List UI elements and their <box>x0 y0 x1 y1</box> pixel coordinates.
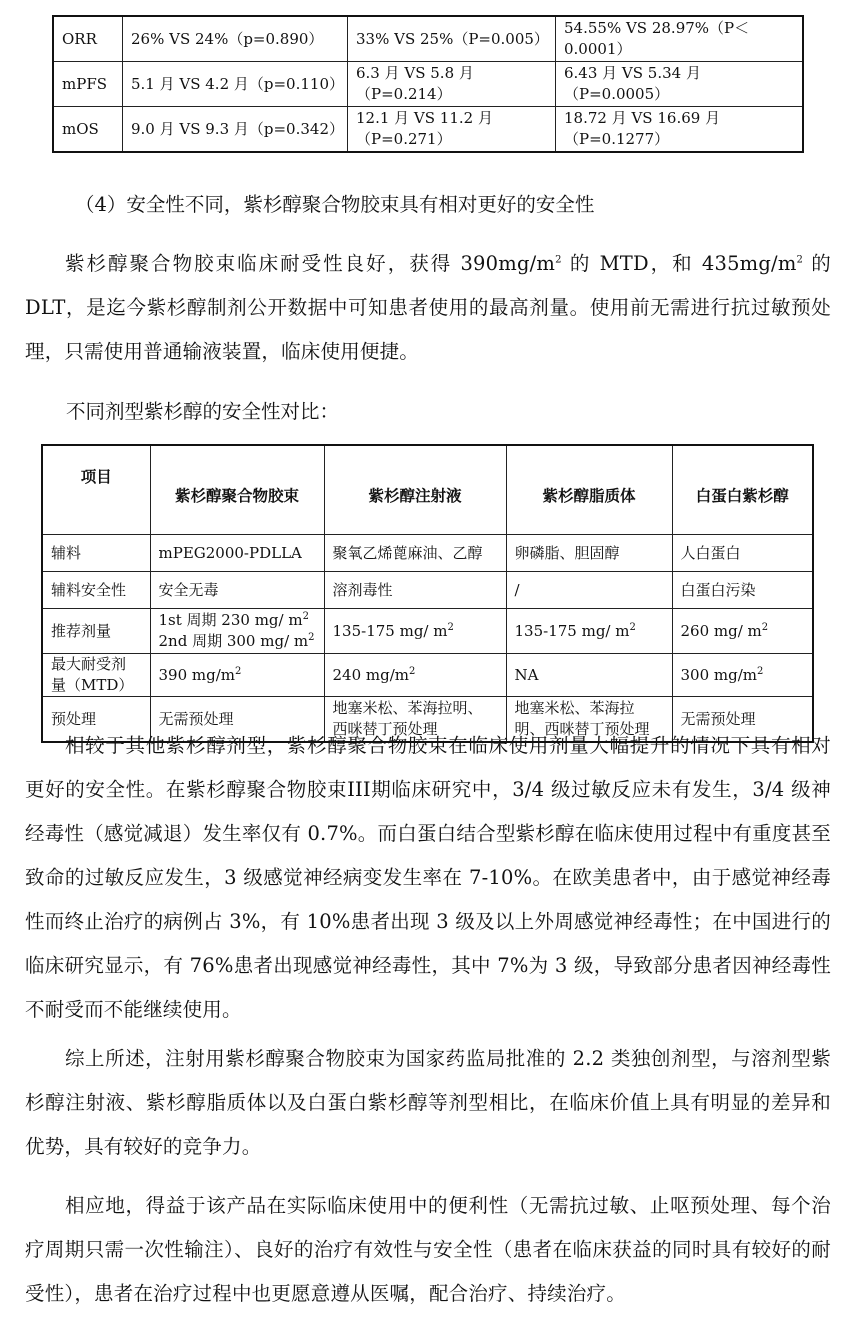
text-run: 260 mg/ m <box>680 621 762 640</box>
cell-line: 0.0001） <box>564 40 632 58</box>
superscript: 2 <box>235 665 242 677</box>
table-cell <box>506 609 672 654</box>
cell-line: 6.3 月 VS 5.8 月 <box>356 64 474 82</box>
table-row <box>53 62 803 107</box>
superscript: 2 <box>308 632 315 643</box>
table-cell: 26% VS 24%（p=0.890） <box>123 16 348 62</box>
table-cell <box>348 107 556 153</box>
superscript: 2 <box>555 254 562 266</box>
text-run: 1st 周期 230 mg/ m <box>158 611 303 629</box>
table-cell <box>324 654 506 697</box>
row-label-orr: ORR <box>53 16 123 62</box>
table-row <box>42 609 813 654</box>
cell-line: （P=0.1277） <box>564 130 670 148</box>
superscript: 2 <box>757 665 764 677</box>
text-run: 300 mg/m <box>680 665 758 684</box>
table-cell <box>348 62 556 107</box>
table-cell: 卵磷脂、胆固醇 <box>506 535 672 572</box>
table-cell: 9.0 月 VS 9.3 月（p=0.342） <box>123 107 348 153</box>
superscript: 2 <box>629 621 636 633</box>
row-label: 辅料安全性 <box>42 572 150 609</box>
text-run: 390 mg/m <box>158 665 236 684</box>
cell-line: 明、西咪替丁预处理 <box>514 720 650 738</box>
cell-line: 地塞米松、苯海拉 <box>514 699 635 717</box>
cell-line: 18.72 月 VS 16.69 月 <box>564 109 721 127</box>
text-run: 240 mg/m <box>332 665 410 684</box>
row-label <box>42 654 150 697</box>
paragraph-compliance: 相应地，得益于该产品在实际临床使用中的便利性（无需抗过敏、止呕预处理、每个治疗周期只需一次性输注）、良好的治疗有效性与安全性（患者在临床获益的同时具有较好的耐受性），患者在治疗过程中也更愿意遵从医嘱，配合治疗、持续治疗。 <box>25 1194 831 1305</box>
cell-line: 最大耐受剂 <box>51 655 127 673</box>
table-cell: / <box>506 572 672 609</box>
text-run: 的 MTD，和 435mg/m <box>561 252 797 275</box>
table-row <box>42 572 813 609</box>
safety-intro: 不同剂型紫杉醇的安全性对比： <box>66 400 340 423</box>
text-run: 135-175 mg/ m <box>332 621 448 640</box>
table-cell <box>150 654 324 697</box>
row-label-mpfs: mPFS <box>53 62 123 107</box>
section-heading: （4）安全性不同，紫杉醇聚合物胶束具有相对更好的安全性 <box>75 193 595 216</box>
table-cell: 白蛋白污染 <box>672 572 813 609</box>
table-cell: mPEG2000-PDLLA <box>150 535 324 572</box>
row-label-mos: mOS <box>53 107 123 153</box>
cell-line: （P=0.0005） <box>564 85 670 103</box>
table-row <box>42 654 813 697</box>
superscript: 2 <box>796 254 804 266</box>
cell-line: 量（MTD） <box>51 676 134 694</box>
cell-line: （P=0.214） <box>356 85 452 103</box>
paragraph-comparison: 相较于其他紫杉醇剂型，紫杉醇聚合物胶束在临床使用剂量大幅提升的情况下具有相对更好的安全性。在紫杉醇聚合物胶束III期临床研究中，3/4 级过敏反应未有发生，3/4 级神经毒性（感觉减退）发生率仅有 0.7%。而白蛋白结合型紫杉醇在临床使用过程中有重度甚至致命的过敏反应发生，3 级感觉神经病变发生率在 7-10%。在欧美患者中，由于感觉神经毒性而终止治疗的病例占 3%，有 10%患者出现 3 级及以上外周感觉神经毒性；在中国进行的临床研究显示，有 76%患者出现感觉神经毒性，其中 7%为 3 级，导致部分患者因神经毒性不耐受而不能继续使用。 <box>25 734 831 1021</box>
row-label: 辅料 <box>42 535 150 572</box>
paragraph-mtd <box>25 242 831 374</box>
table-cell: 溶剂毒性 <box>324 572 506 609</box>
cell-line: 地塞米松、苯海拉明、 <box>332 699 483 717</box>
efficacy-table <box>52 15 804 153</box>
superscript: 2 <box>447 621 454 633</box>
cell-line: 54.55% VS 28.97%（P＜ <box>564 19 750 37</box>
text-run: 的 DLT，是迄今紫杉醇制剂公开数据中可知患者使用的最高剂量。使用前无需进行抗过敏预处理，只需使用普通输液装置，临床使用便捷。 <box>25 252 832 363</box>
table-cell <box>324 609 506 654</box>
cell-line: （P=0.271） <box>356 130 452 148</box>
cell-line: 6.43 月 VS 5.34 月 <box>564 64 701 82</box>
cell-line: 12.1 月 VS 11.2 月 <box>356 109 493 127</box>
paragraph-summary: 综上所述，注射用紫杉醇聚合物胶束为国家药监局批准的 2.2 类独创剂型，与溶剂型紫杉醇注射液、紫杉醇脂质体以及白蛋白紫杉醇等剂型相比，在临床价值上具有明显的差异和优势，具有较好的竞争力。 <box>25 1047 831 1158</box>
superscript: 2 <box>761 621 769 633</box>
header-injection: 紫杉醇注射液 <box>324 445 506 535</box>
table-cell <box>556 107 804 153</box>
table-row <box>53 16 803 62</box>
table-cell <box>672 609 813 654</box>
table-cell <box>556 16 804 62</box>
table-cell: 5.1 月 VS 4.2 月（p=0.110） <box>123 62 348 107</box>
table-cell <box>672 654 813 697</box>
table-header-row <box>42 445 813 535</box>
table-cell <box>556 62 804 107</box>
row-label: 预处理 <box>42 697 150 743</box>
table-row <box>42 535 813 572</box>
table-cell: 无需预处理 <box>150 697 324 743</box>
table-cell <box>150 609 324 654</box>
table-cell: 安全无毒 <box>150 572 324 609</box>
header-item: 项目 <box>42 445 150 535</box>
superscript: 2 <box>302 611 309 622</box>
safety-table <box>41 444 814 743</box>
header-liposome: 紫杉醇脂质体 <box>506 445 672 535</box>
superscript: 2 <box>409 665 416 677</box>
table-cell: NA <box>506 654 672 697</box>
cell-line <box>159 631 316 652</box>
table-row <box>53 107 803 153</box>
text-run: 2nd 周期 300 mg/ m <box>158 632 309 650</box>
cell-line <box>159 610 316 631</box>
header-albumin: 白蛋白紫杉醇 <box>672 445 813 535</box>
cell-line: 西咪替丁预处理 <box>332 720 438 738</box>
table-cell: 聚氧乙烯蓖麻油、乙醇 <box>324 535 506 572</box>
table-cell: 无需预处理 <box>672 697 813 743</box>
text-run: 紫杉醇聚合物胶束临床耐受性良好，获得 390mg/m <box>65 252 556 275</box>
header-micelle: 紫杉醇聚合物胶束 <box>150 445 324 535</box>
table-cell: 33% VS 25%（P=0.005） <box>348 16 556 62</box>
table-cell: 人白蛋白 <box>672 535 813 572</box>
row-label: 推荐剂量 <box>42 609 150 654</box>
text-run: 135-175 mg/ m <box>514 621 630 640</box>
